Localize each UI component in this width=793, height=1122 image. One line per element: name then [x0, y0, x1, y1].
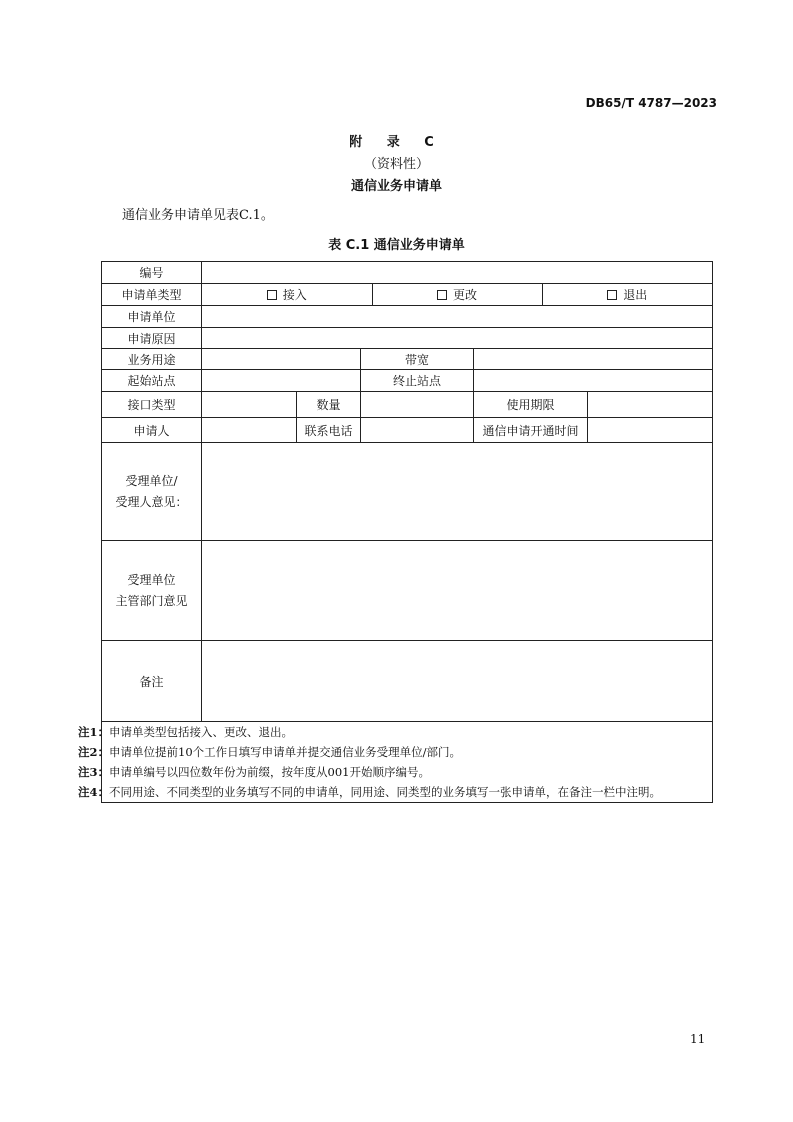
row-type [102, 284, 713, 306]
applicant-field[interactable] [202, 418, 297, 443]
acceptor-opinion-field[interactable] [202, 443, 713, 541]
type-label: 申请单类型 [102, 284, 202, 306]
phone-label: 联系电话 [297, 418, 361, 443]
start-station-label: 起始站点 [102, 370, 202, 392]
row-applicant [102, 418, 713, 443]
reason-field[interactable] [202, 328, 713, 349]
option-exit[interactable] [542, 284, 712, 305]
end-station-label: 终止站点 [361, 370, 474, 392]
quantity-label: 数量 [297, 392, 361, 418]
row-dept-opinion [102, 541, 713, 641]
remark-field[interactable] [202, 641, 713, 722]
appendix-title: 附 录 C [349, 135, 444, 150]
end-station-field[interactable] [474, 370, 713, 392]
dept-opinion-label-line1: 受理单位 [127, 572, 176, 587]
standard-code: DB65/T 4787—2023 [585, 96, 717, 110]
appendix-subtitle: 通信业务申请单 [350, 179, 442, 194]
acceptor-opinion-label [102, 443, 202, 541]
quantity-field[interactable] [361, 392, 474, 418]
usage-period-label: 使用期限 [474, 392, 588, 418]
application-form-table [78, 261, 713, 803]
purpose-field[interactable] [202, 349, 361, 370]
bandwidth-field[interactable] [474, 349, 713, 370]
checkbox-icon[interactable] [267, 290, 277, 300]
reason-label: 申请原因 [102, 328, 202, 349]
option-change[interactable] [372, 284, 542, 305]
note-1: 注1：申请单类型包括接入、更改、退出。 [78, 725, 294, 739]
row-reason [102, 328, 713, 349]
appendix-nature: （资料性） [363, 157, 429, 172]
phone-field[interactable] [361, 418, 474, 443]
checkbox-icon[interactable] [437, 290, 447, 300]
note-3: 注3：申请单编号以四位数年份为前缀，按年度从001开始顺序编号。 [78, 765, 430, 779]
note-2: 注2：申请单位提前10个工作日填写申请单并提交通信业务受理单位/部门。 [78, 745, 462, 759]
row-stations [102, 370, 713, 392]
start-station-field[interactable] [202, 370, 361, 392]
option-change-label: 更改 [452, 288, 477, 302]
row-acceptor-opinion [102, 443, 713, 541]
interface-type-field[interactable] [202, 392, 297, 418]
acceptor-opinion-label-line2: 受理人意见： [115, 494, 188, 509]
open-time-label: 通信申请开通时间 [474, 418, 588, 443]
number-label: 编号 [102, 262, 202, 284]
option-join[interactable] [202, 284, 372, 305]
option-join-label: 接入 [282, 288, 307, 302]
note-4: 注4：不同用途、不同类型的业务填写不同的申请单，同用途、同类型的业务填写一张申请单，在备注一栏中注明。 [78, 785, 662, 799]
checkbox-icon[interactable] [607, 290, 617, 300]
page-number: 11 [690, 1032, 706, 1046]
row-applicant-unit [102, 306, 713, 328]
bandwidth-label: 带宽 [361, 349, 474, 370]
row-number [102, 262, 713, 284]
row-interface [102, 392, 713, 418]
interface-type-label: 接口类型 [102, 392, 202, 418]
number-field[interactable] [202, 262, 713, 284]
row-remark [102, 641, 713, 722]
usage-period-field[interactable] [588, 392, 713, 418]
row-purpose [102, 349, 713, 370]
acceptor-opinion-label-line1: 受理单位/ [125, 473, 178, 488]
table-caption: 表 C.1 通信业务申请单 [328, 238, 465, 253]
applicant-unit-label: 申请单位 [102, 306, 202, 328]
purpose-label: 业务用途 [102, 349, 202, 370]
dept-opinion-field[interactable] [202, 541, 713, 641]
remark-label: 备注 [102, 641, 202, 722]
row-notes [102, 722, 713, 803]
notes-cell [78, 722, 713, 803]
dept-opinion-label-line2: 主管部门意见 [115, 593, 188, 608]
applicant-unit-field[interactable] [202, 306, 713, 328]
option-exit-label: 退出 [623, 288, 648, 302]
applicant-label: 申请人 [102, 418, 202, 443]
dept-opinion-label [102, 541, 202, 641]
intro-text: 通信业务申请单见表C.1。 [122, 208, 274, 223]
open-time-field[interactable] [588, 418, 713, 443]
